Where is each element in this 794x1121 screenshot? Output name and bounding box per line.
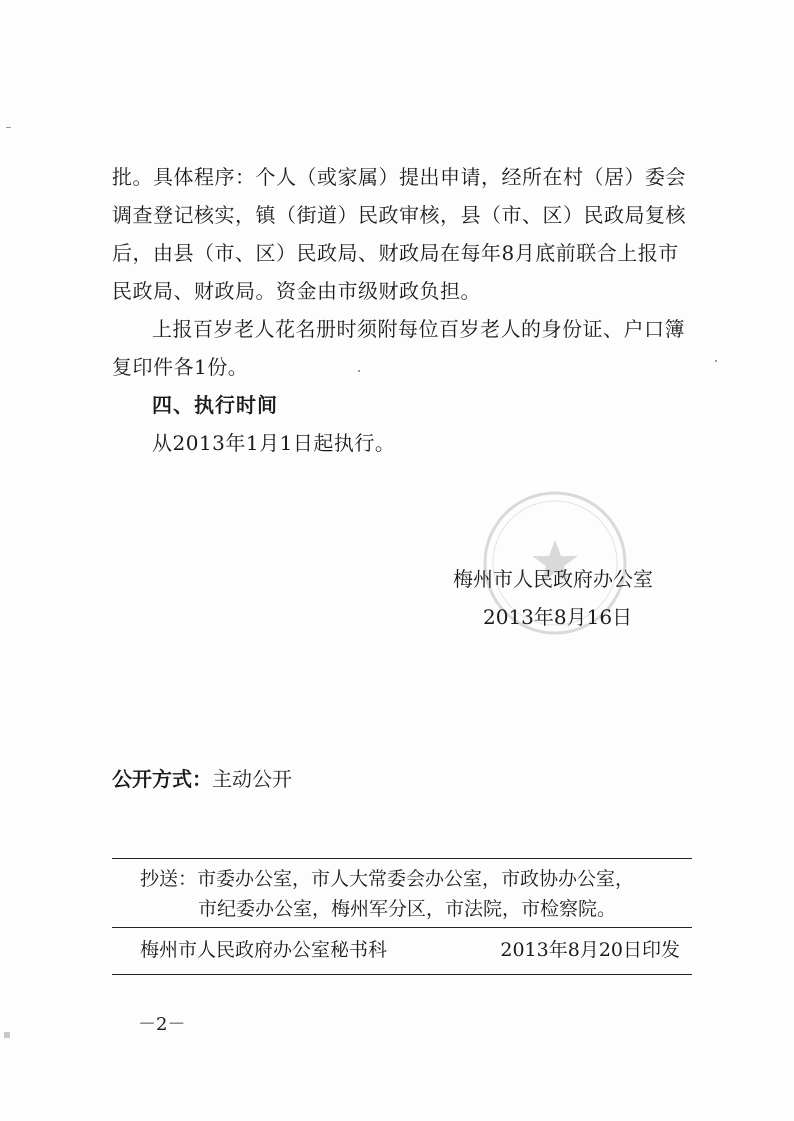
para-2-line-2: 复印件各1份。 [112, 355, 249, 379]
para-1-line-4: 民政局、财政局。资金由市级财政负担。 [112, 279, 481, 303]
para-1-line-3: 后，由县（市、区）民政局、财政局在每年8月底前联合上报市 [112, 241, 679, 265]
disclosure-method [112, 762, 292, 796]
page-number: －2－ [138, 1014, 186, 1035]
cc-line-2: 市纪委办公室，梅州军分区，市法院，市检察院。 [198, 898, 617, 920]
divider-middle [112, 927, 692, 928]
cc-block [140, 864, 700, 924]
issue-footer [140, 934, 680, 966]
para-1-line-1: 批。具体程序：个人（或家属）提出申请，经所在村（居）委会 [112, 165, 686, 189]
para-2-line-1: 上报百岁老人花名册时须附每位百岁老人的身份证、户口簿 [152, 317, 685, 341]
disclosure-label: 公开方式： [112, 767, 212, 791]
scan-mark [6, 127, 11, 128]
para-1-line-2: 调查登记核实，镇（街道）民政审核，县（市、区）民政局复核 [112, 203, 686, 227]
para-3: 从2013年1月1日起执行。 [152, 431, 396, 455]
scan-speck [4, 1032, 10, 1038]
divider-bottom [112, 974, 692, 975]
disclosure-value: 主动公开 [212, 767, 292, 791]
signature-org: 梅州市人民政府办公室 [453, 567, 653, 591]
issue-date: 2013年8月20日印发 [500, 939, 680, 961]
issuer: 梅州市人民政府办公室秘书科 [140, 939, 388, 961]
scan-speck [715, 360, 717, 362]
section-heading-4: 四、执行时间 [152, 393, 278, 417]
scan-speck [358, 370, 360, 372]
signature-block [453, 560, 683, 636]
divider-top [112, 858, 692, 859]
cc-line-1: 抄送：市委办公室，市人大常委会办公室，市政协办公室， [140, 868, 635, 890]
body-text [112, 158, 702, 462]
signature-date: 2013年8月16日 [483, 605, 633, 629]
